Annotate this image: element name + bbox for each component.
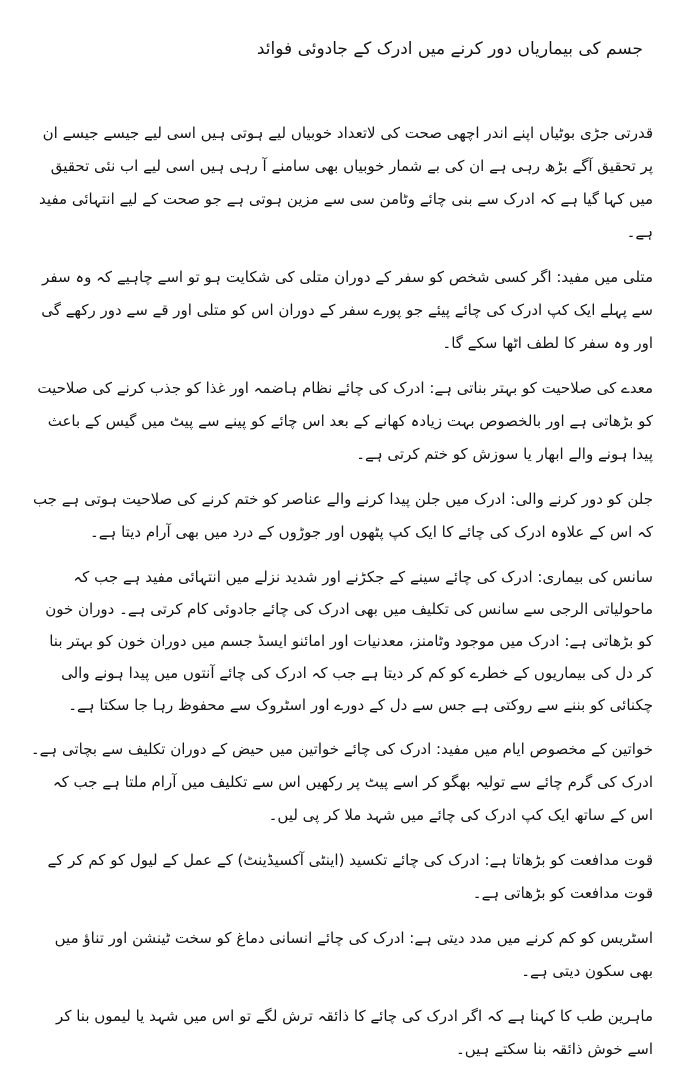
paragraph-digestion: معدے کی صلاحیت کو بہتر بناتی ہے: ادرک کی چائے نظام ہاضمہ اور غذا کو جذب کرنے کی صلاحیت کو بڑھاتی ہے اور بالخصوص بہت زیادہ کھانے کے بعد اس چائے کو پینے سے پیٹ میں گیس کے باعث پیدا ہونے والے ابھار یا سوزش کو ختم کرتی ہے۔ (37, 379, 653, 463)
paragraph-inflammation: جلن کو دور کرنے والی: ادرک میں جلن پیدا کرنے والے عناصر کو ختم کرنے کی صلاحیت ہوتی ہے جب کہ اس کے علاوہ ادرک کی چائے کا ایک کپ پٹھوں اور جوڑوں کے درد میں بھی آرام دیتا ہے۔ (32, 490, 653, 541)
paragraph-stress: اسٹریس کو کم کرنے میں مدد دیتی ہے: ادرک کی چائے انسانی دماغ کو سخت ٹینشن اور تناؤ میں بھی سکون دیتی ہے۔ (54, 929, 653, 980)
paragraph-immunity: قوت مدافعت کو بڑھاتا ہے: ادرک کی چائے تکسید (اینٹی آکسیڈینٹ) کے عمل کے لیول کو کم کر کے قوت مدافعت کو بڑھاتی ہے۔ (47, 851, 653, 902)
article-title: جسم کی بیماریاں دور کرنے میں ادرک کے جادوئی فوائد (256, 39, 643, 59)
paragraph-nausea: متلی میں مفید: اگر کسی شخص کو سفر کے دوران متلی کی شکایت ہو تو اسے چاہیے کہ وہ سفر سے پہلے ایک کپ ادرک کی چائے پیئے جو پورے سفر کے دوران اس کو متلی اور قے سے دور رکھے گی اور وہ سفر کا لطف اٹھا سکے گا۔ (41, 268, 653, 352)
paragraph-expert-tip: ماہرین طب کا کہنا ہے کہ اگر ادرک کی چائے کا ذائقہ ترش لگے تو اس میں شہد یا لیموں بنا کر اسے خوش ذائقہ بنا سکتے ہیں۔ (56, 1007, 653, 1058)
paragraph-menstrual: خواتین کے مخصوص ایام میں مفید: ادرک کی چائے خواتین میں حیض کے دوران تکلیف سے بچاتی ہے۔ ادرک کی گرم چائے سے تولیہ بھگو کر اسے پیٹ پر رکھیں اس سے تکلیف میں آرام ملتا ہے جب کہ اس کے ساتھ ایک کپ ادرک کی چائے میں شہد ملا کر پی لیں۔ (30, 740, 653, 824)
paragraph-respiratory-circulation: سانس کی بیماری: ادرک کی چائے سینے کے جکڑنے اور شدید نزلے میں انتہائی مفید ہے جب کہ ماحولیاتی الرجی سے سانس کی تکلیف میں بھی ادرک کی چائے جادوئی کام کرتی ہے۔ دوران خون کو بڑھاتی ہے: ادرک میں موجود وٹامنز، معدنیات اور امائنو ایسڈ جسم میں دوران خون کو بہتر بنا کر دل کی بیماریوں کے خطرے کو کم کر دیتا ہے جب کہ ادرک کی چائے آنتوں میں پیدا ہونے والی چکنائی کو بننے سے روکتی ہے جس سے دل کے دورے اور اسٹروک سے محفوظ رہا جا سکتا ہے۔ (45, 568, 653, 714)
paragraph-intro: قدرتی جڑی بوٹیاں اپنے اندر اچھی صحت کی لاتعداد خوبیاں لیے ہوتی ہیں اسی لیے جیسے جیسے ان پر تحقیق آگے بڑھ رہی ہے ان کی بے شمار خوبیاں بھی سامنے آ رہی ہیں اسی لیے اب نئی تحقیق میں کہا گیا ہے کہ ادرک سے بنی چائے وٹامن سی سے مزین ہوتی ہے جو صحت کے لیے انتہائی مفید ہے۔ (39, 124, 653, 241)
